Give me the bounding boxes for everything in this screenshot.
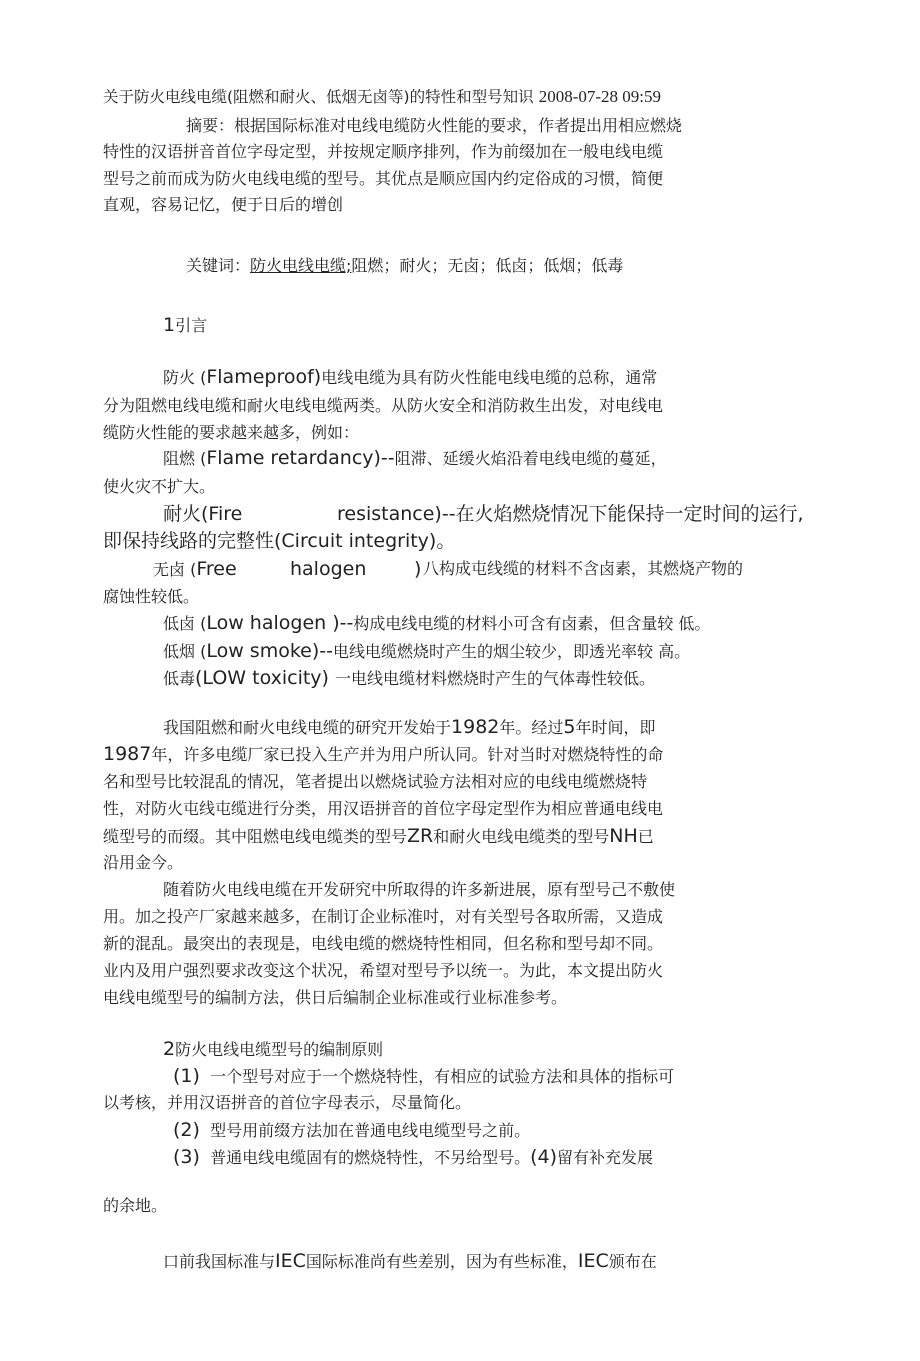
text-run: 八构成屯线缆的材料不含卤素，其燃烧产物的 <box>423 559 744 578</box>
text-run: ) <box>414 558 422 580</box>
para3-line-1 <box>163 1250 657 1273</box>
text-run: 口前我国标准与 <box>163 1252 276 1271</box>
para1-line-3: 名和型号比较混乱的情况，笔者提出以燃烧试验方法相对应的电线电缆燃烧特 <box>103 772 648 791</box>
def-halogen-free-line-2: 腐蚀性较低。 <box>103 587 200 606</box>
def-fire-resistance <box>163 503 804 526</box>
text-run: Low smoke)-- <box>206 640 333 662</box>
list-number: (3) <box>173 1146 200 1168</box>
abstract-line-2: 特性的汉语拼音首位字母定型，并按规定顺序排列，作为前缀加在一般电线电缆 <box>103 142 664 161</box>
text-run: 颁布在 <box>608 1252 657 1271</box>
def-flame-retardancy-line-2: 使火灾不扩大。 <box>103 477 216 496</box>
text-run: 电线电缆为具有防火性能电线电缆的总称，通常 <box>321 368 658 387</box>
text-run: 阻燃 ( <box>163 449 207 468</box>
def-low-smoke <box>163 640 690 663</box>
section-2-number: 2 <box>163 1038 176 1060</box>
text-run: 无卤 ( <box>153 560 197 579</box>
text-run: (LOW toxicity) <box>195 667 336 689</box>
section-1-title: 引言 <box>175 316 208 335</box>
principle-1 <box>173 1065 674 1088</box>
para2-line-1: 随着防火电线电缆在开发研究中所取得的许多新进展，原有型号己不敷使 <box>163 880 676 899</box>
text-run: Low halogen )-- <box>206 612 354 634</box>
list-number: (4) <box>530 1146 558 1168</box>
text-run: IEC <box>275 1250 306 1272</box>
text-run: 防火 ( <box>163 368 207 387</box>
doc-title: 关于防火电线电缆(阻燃和耐火、低烟无卤等)的特性和型号知识 <box>103 88 534 106</box>
def-flame-retardancy <box>163 447 667 470</box>
para2-line-2: 用。加之投产厂家越来越多，在制订企业标准吋，对有关型号各取所需，又造成 <box>103 907 664 926</box>
def-low-halogen <box>163 612 710 635</box>
para2-line-4: 业内及用户强烈要求改变这个状况，希望对型号予以统一。为此，本文提出防火 <box>103 961 664 980</box>
para2-line-5: 电线电缆型号的编制方法，供日后编制企业标准或行业标准参考。 <box>103 988 568 1007</box>
intro-line-1 <box>163 366 657 389</box>
para1-line-1 <box>163 716 656 739</box>
intro-line-2: 分为阻燃电线电缆和耐火电线电缆两类。从防火安全和消防救生出发，对电线电 <box>103 396 664 415</box>
doc-title-line <box>103 86 661 108</box>
para1-line-2 <box>103 743 663 766</box>
text-run: 1982 <box>451 716 500 738</box>
text-run: 一个型号对应于一个燃烧特性，有相应的试验方法和具体的指标可 <box>210 1067 675 1086</box>
text-run: 型号用前缀方法加在普通电线电缆型号之前。 <box>210 1121 531 1140</box>
text-run: Flame retardancy)-- <box>206 447 395 469</box>
keywords-label: 关键词： <box>186 256 251 275</box>
text-run: 年。经过 <box>499 718 564 737</box>
text-run: 普通电线电缆固有的燃烧特性，不另给型号。 <box>210 1148 531 1167</box>
text-run: resistance)--在火焰燃烧情况下能保持一定时间的运行, <box>337 503 804 525</box>
para1-line-4: 性，对防火屯线屯缆进行分类，用汉语拼音的首位字母定型作为相应普通电线电 <box>103 799 664 818</box>
list-number: (1) <box>173 1065 200 1087</box>
text-run: IEC <box>577 1250 609 1272</box>
text-run: 电线电缆燃烧时产生的烟尘较少，即透光率较 高。 <box>332 642 691 661</box>
text-run: 已 <box>637 827 654 846</box>
keywords-rest: 阻燃；耐火；无卤；低卤；低烟；低毒 <box>351 256 624 275</box>
text-run: 低卤 ( <box>163 614 207 633</box>
doc-timestamp: 2008-07-28 09:59 <box>538 87 661 106</box>
text-run: Flameproof) <box>206 366 322 388</box>
text-run: 1987 <box>103 743 152 765</box>
principle-3 <box>173 1146 653 1169</box>
abstract-line-4: 直观，容易记忆，便于日后的增创 <box>103 195 344 214</box>
text-run: 留有补充发展 <box>557 1148 654 1167</box>
list-number: (2) <box>173 1119 200 1141</box>
text-run: 和耐火电线电缆类的型号 <box>433 827 610 846</box>
section-1-heading <box>163 314 207 337</box>
text-run: 缆型号的而缀。其中阻燃电线电缆类的型号 <box>103 827 408 846</box>
text-run: 耐火(Fire <box>163 503 243 525</box>
text-run: 我国阻燃和耐火电线电缆的研究开发始于 <box>163 718 452 737</box>
keyword-link[interactable]: 防火电线电缆; <box>250 256 352 275</box>
text-run: 低烟 ( <box>163 642 207 661</box>
para2-line-3: 新的混乱。最突出的表现是，电线电缆的燃烧特性相同，但名称和型号却不同。 <box>103 934 664 953</box>
text-run: 构成电线电缆的材料小可含有卤素，但含量较 低。 <box>353 614 711 633</box>
text-run: 5 <box>563 716 576 738</box>
section-2-heading <box>163 1038 383 1061</box>
abstract-line-1: 摘要：根据国际标准对电线电缆防火性能的要求，作者提出用相应燃烧 <box>186 116 683 135</box>
text-run: ZR <box>407 825 434 847</box>
def-low-toxicity <box>163 667 655 690</box>
para1-line-6: 沿用金今。 <box>103 853 184 872</box>
keywords-line <box>186 255 623 277</box>
principle-2 <box>173 1119 530 1142</box>
section-2-title: 防火电线电缆型号的编制原则 <box>175 1040 384 1059</box>
principle-1-line-2: 以考核，并用汉语拼音的首位字母表示，尽量简化。 <box>103 1093 472 1112</box>
principle-tail: 的余地。 <box>103 1196 168 1215</box>
abstract-line-3: 型号之前而成为防火电线电缆的型号。其优点是顺应国内约定俗成的习惯，简便 <box>103 169 664 188</box>
text-run: 年，许多电缆厂家已投入生产并为用户所认同。针对当时对燃烧特性的命 <box>151 745 664 764</box>
para1-line-5 <box>103 825 654 848</box>
text-run: Free <box>196 558 237 580</box>
intro-line-3: 缆防火性能的要求越来越多，例如： <box>103 423 360 442</box>
section-1-number: 1 <box>163 314 176 336</box>
text-run: halogen <box>290 558 367 580</box>
text-run: 一电线电缆材料燃烧时产生的气体毒性较低。 <box>335 669 656 688</box>
text-run: 国际标准尚有些差别，因为有些标准， <box>305 1252 578 1271</box>
text-run: 年时间，即 <box>575 718 656 737</box>
text-run: NH <box>609 825 638 847</box>
text-run: 阻滞、延缓火焰沿着电线电缆的蔓延， <box>394 449 667 468</box>
def-halogen-free <box>153 558 744 581</box>
def-fire-resistance-line-2: 即保持线路的完整性(Circuit integrity)。 <box>103 530 456 552</box>
text-run: 低毒 <box>163 669 196 688</box>
